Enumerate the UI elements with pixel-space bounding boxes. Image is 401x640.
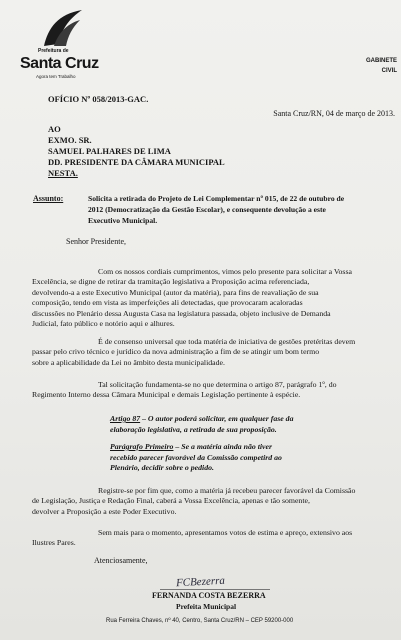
recipient-nesta: NESTA.	[48, 168, 78, 178]
paragrafo-text-3: Plenário, decidir sobre o pedido.	[110, 463, 214, 473]
footer-address: Rua Ferreira Chaves, nº 40, Centro, Santa Cruz/RN – CEP 59200-000	[106, 618, 294, 624]
salutation: Senhor Presidente,	[66, 237, 126, 246]
logo-emblem-icon	[40, 8, 86, 48]
signatory-name: FERNANDA COSTA BEZERRA	[152, 591, 266, 600]
gabinete-label: GABINETE	[365, 58, 397, 64]
p5-line: Ilustres Pares.	[32, 538, 76, 548]
p3-line: Tal solicitação fundamenta-se no que determina o artigo 87, parágrafo 1º, do	[98, 380, 337, 389]
civil-label: CIVIL	[381, 68, 397, 74]
assunto-label: Assunto:	[33, 194, 64, 203]
p1-line: Excelência, se digne de retirar da tramitação legislativa a Proposição acima referenciada,	[32, 277, 310, 287]
p3-line: Regimento Interno dessa Câmara Municipal e demais Legislação pertinente à espécie.	[32, 390, 301, 400]
signature-line	[160, 589, 270, 590]
paragraph-5	[32, 528, 396, 549]
recipient-exmo: EXMO. SR.	[48, 135, 92, 145]
recipient-role: DD. PRESIDENTE DA CÂMARA MUNICIPAL	[48, 157, 225, 167]
article-87-text-1: – O autor poderá solicitar, em qualquer fase da	[140, 414, 294, 423]
p2-line: passar pelo crivo técnico e jurídico da nova administração a fim de se atingir um bom termo	[32, 347, 320, 357]
assunto-line-2: 2012 (Democratização da Gestão Escolar), e consequente devolução a este	[88, 205, 326, 214]
recipient-name: SAMUEL PALHARES DE LIMA	[48, 146, 171, 156]
handwritten-signature: FCBezerra	[175, 574, 226, 590]
paragraph-4	[32, 486, 396, 517]
logo-city-name: Santa Cruz	[20, 55, 99, 72]
paragraph-3	[32, 380, 396, 401]
article-87-text-2: elaboração legislativa, a retirada de sua proposição.	[110, 424, 277, 434]
p1-line: devolvendo-a a este Executivo Municipal (autor da matéria), para fins de reavaliação de sua	[32, 287, 319, 297]
p1-line: Com os nossos cordiais cumprimentos, vimos pelo presente para solicitar a Vossa	[98, 267, 352, 276]
logo-prefeitura-text: Prefeitura de	[38, 48, 69, 54]
assunto-line-1: Solicita a retirada do Projeto de Lei Complementar nº 015, de 22 de outubro de	[88, 194, 345, 203]
assunto-line-3: Executivo Municipal.	[88, 216, 158, 225]
p4-line: devolver a Proposição a este Poder Executivo.	[32, 506, 177, 516]
oficio-number: OFÍCIO Nº 058/2013-GAC.	[48, 94, 149, 104]
article-87-label: Artigo 87	[110, 414, 141, 423]
paragrafo-primeiro-label: Parágrafo Primeiro	[110, 442, 174, 451]
p4-line: Registre-se por fim que, como a matéria já recebeu parecer favorável da Comissão	[98, 486, 356, 495]
p1-line: Judicial, fato público e notório aqui e alhures.	[32, 319, 175, 329]
p2-line: É de consenso universal que toda matéria de iniciativa de gestões pretéritas devem	[98, 337, 356, 346]
document-date: Santa Cruz/RN, 04 de março de 2013.	[273, 109, 395, 118]
p2-line: sobre a aplicabilidade da Lei no âmbito desta municipalidade.	[32, 357, 225, 367]
logo-slogan: Agora tem Trabalho	[36, 74, 76, 79]
p4-line: de Legislação, Justiça e Redação Final, caberá a Vossa Excelência, apenas e tão somente,	[32, 496, 310, 506]
paragrafo-primeiro-quote	[110, 442, 282, 474]
article-87-quote	[110, 414, 293, 435]
gabinete-header	[366, 56, 397, 76]
p1-line: discussões no Plenário dessa Augusta Casa na legislatura passada, objeto inclusive de Demanda	[32, 308, 331, 318]
signatory-title: Prefeita Municipal	[176, 602, 237, 611]
recipient-ao: AO	[48, 124, 61, 134]
prefeitura-logo	[18, 8, 108, 80]
paragrafo-text-2: recebido parecer favorável da Comissão competird ao	[110, 452, 282, 462]
paragraph-1	[32, 267, 396, 329]
closing: Atenciosamente,	[94, 556, 148, 565]
paragrafo-text-1: – Se a matéria ainda não tiver	[173, 442, 273, 451]
p1-line: composição, tendo em vista as imperfeições ali detectadas, que provocaram acaloradas	[32, 298, 303, 308]
p5-line: Sem mais para o momento, apresentamos votos de estima e apreço, extensivo aos	[98, 528, 353, 537]
paragraph-2	[32, 337, 396, 368]
